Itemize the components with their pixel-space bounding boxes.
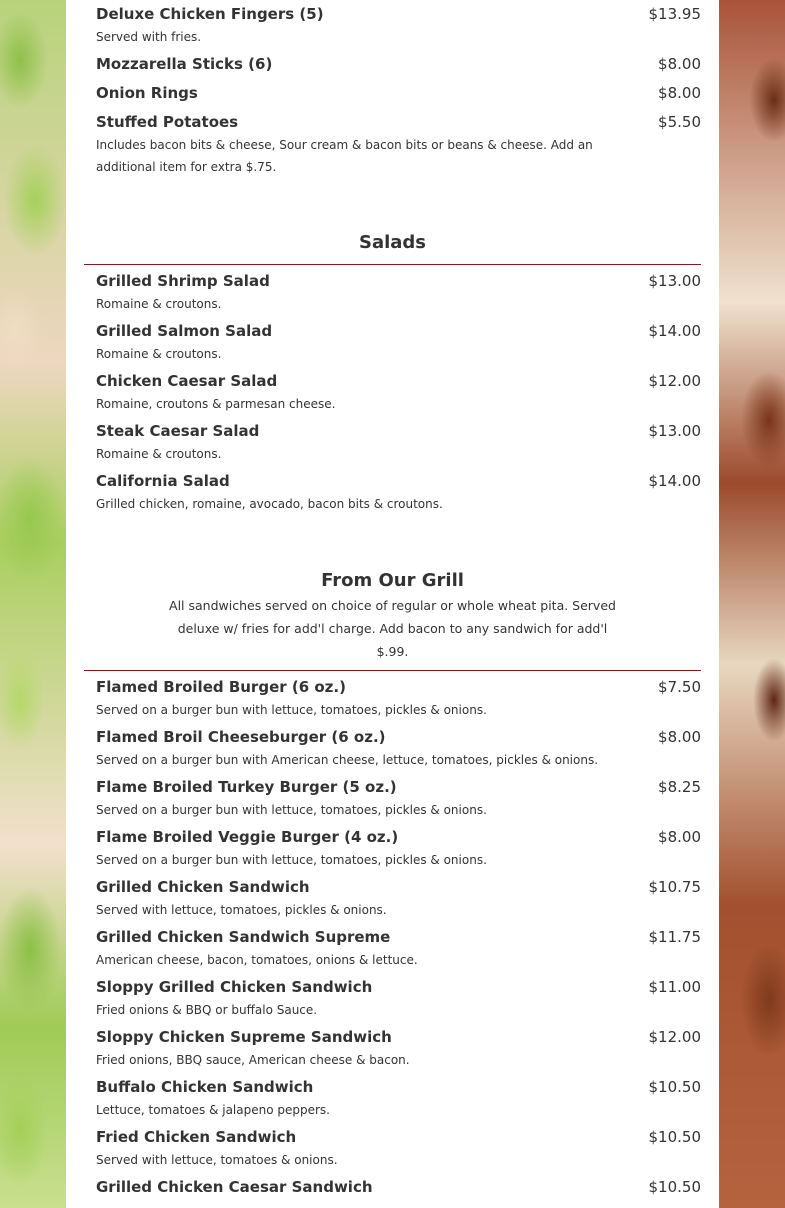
grill-section <box>84 569 701 1197</box>
item-name: Buffalo Chicken Sandwich <box>96 1078 314 1096</box>
menu-item <box>84 977 701 1021</box>
item-price: $14.00 <box>648 472 701 490</box>
item-name: Chicken Caesar Salad <box>96 372 278 390</box>
item-price: $12.00 <box>648 1028 701 1046</box>
menu-item <box>84 112 701 178</box>
item-name: Flame Broiled Veggie Burger (4 oz.) <box>96 828 399 846</box>
salads-section <box>84 231 701 515</box>
menu-item <box>84 677 701 721</box>
menu-item <box>84 4 701 48</box>
section-divider <box>84 264 701 265</box>
item-price: $10.50 <box>648 1078 701 1096</box>
item-name: Grilled Chicken Caesar Sandwich <box>96 1178 373 1196</box>
menu-item <box>84 827 701 871</box>
item-name: Deluxe Chicken Fingers (5) <box>96 5 324 23</box>
item-description: Fried onions & BBQ or buffalo Sauce. <box>96 1003 318 1017</box>
menu-item <box>84 1027 701 1071</box>
menu-item <box>84 1077 701 1121</box>
section-divider <box>84 670 701 671</box>
item-description: Romaine & croutons. <box>96 297 222 311</box>
item-description: Romaine & croutons. <box>96 347 222 361</box>
item-name: Flamed Broil Cheeseburger (6 oz.) <box>96 728 386 746</box>
item-price: $11.00 <box>648 978 701 996</box>
menu-item <box>84 371 701 415</box>
item-description: Served with lettuce, tomatoes, pickles & onions. <box>96 903 387 917</box>
item-price: $12.00 <box>648 372 701 390</box>
item-price: $8.00 <box>658 55 701 73</box>
item-name: California Salad <box>96 472 230 490</box>
menu-item <box>84 471 701 515</box>
item-name: Sloppy Chicken Supreme Sandwich <box>96 1028 392 1046</box>
background-photo-meat <box>719 0 785 1208</box>
background-photo-lettuce <box>0 0 66 1208</box>
item-name: Flamed Broiled Burger (6 oz.) <box>96 678 346 696</box>
item-price: $5.50 <box>658 113 701 131</box>
menu-content <box>84 0 701 1197</box>
item-name: Stuffed Potatoes <box>96 113 239 131</box>
menu-item <box>84 83 701 103</box>
item-price: $11.75 <box>648 928 701 946</box>
menu-item <box>84 271 701 315</box>
item-price: $7.50 <box>658 678 701 696</box>
item-price: $14.00 <box>648 322 701 340</box>
item-name: Fried Chicken Sandwich <box>96 1128 297 1146</box>
item-price: $10.75 <box>648 878 701 896</box>
section-title: From Our Grill <box>321 570 464 591</box>
item-name: Mozzarella Sticks (6) <box>96 55 273 73</box>
item-price: $8.25 <box>658 778 701 796</box>
item-price: $13.00 <box>648 422 701 440</box>
item-description: Served with fries. <box>96 30 202 44</box>
item-name: Grilled Chicken Sandwich <box>96 878 310 896</box>
section-note: All sandwiches served on choice of regular or whole wheat pita. Served deluxe w/ fries for add'l charge. Add bacon to any sandwich for add'l $.99. <box>169 598 616 659</box>
menu-item <box>84 877 701 921</box>
menu-item <box>84 727 701 771</box>
item-name: Grilled Shrimp Salad <box>96 272 270 290</box>
item-description: Lettuce, tomatoes & jalapeno peppers. <box>96 1103 330 1117</box>
item-name: Sloppy Grilled Chicken Sandwich <box>96 978 373 996</box>
item-name: Onion Rings <box>96 84 198 102</box>
menu-item <box>84 927 701 971</box>
menu-item <box>84 777 701 821</box>
item-name: Steak Caesar Salad <box>96 422 260 440</box>
item-price: $13.00 <box>648 272 701 290</box>
item-price: $8.00 <box>658 84 701 102</box>
menu-item <box>84 421 701 465</box>
item-description: American cheese, bacon, tomatoes, onions & lettuce. <box>96 953 418 967</box>
item-description: Fried onions, BBQ sauce, American cheese & bacon. <box>96 1053 410 1067</box>
item-name: Flame Broiled Turkey Burger (5 oz.) <box>96 778 397 796</box>
item-description: Served on a burger bun with lettuce, tomatoes, pickles & onions. <box>96 853 487 867</box>
item-description: Served on a burger bun with lettuce, tomatoes, pickles & onions. <box>96 703 487 717</box>
item-price: $13.95 <box>648 5 701 23</box>
item-description: Includes bacon bits & cheese, Sour cream & bacon bits or beans & cheese. Add an additional item for extra $.75. <box>96 138 593 174</box>
appetizers-section <box>84 0 701 178</box>
item-price: $8.00 <box>658 828 701 846</box>
item-description: Served on a burger bun with lettuce, tomatoes, pickles & onions. <box>96 803 487 817</box>
item-description: Romaine & croutons. <box>96 447 222 461</box>
item-description: Romaine, croutons & parmesan cheese. <box>96 397 336 411</box>
menu-item <box>84 1177 701 1197</box>
section-title: Salads <box>358 232 427 253</box>
item-name: Grilled Salmon Salad <box>96 322 273 340</box>
item-description: Served on a burger bun with American cheese, lettuce, tomatoes, pickles & onions. <box>96 753 599 767</box>
menu-item <box>84 321 701 365</box>
item-description: Served with lettuce, tomatoes & onions. <box>96 1153 338 1167</box>
item-price: $10.50 <box>648 1178 701 1196</box>
item-price: $8.00 <box>658 728 701 746</box>
item-name: Grilled Chicken Sandwich Supreme <box>96 928 391 946</box>
item-price: $10.50 <box>648 1128 701 1146</box>
item-description: Grilled chicken, romaine, avocado, bacon bits & croutons. <box>96 497 443 511</box>
menu-item <box>84 1127 701 1171</box>
menu-item <box>84 54 701 74</box>
